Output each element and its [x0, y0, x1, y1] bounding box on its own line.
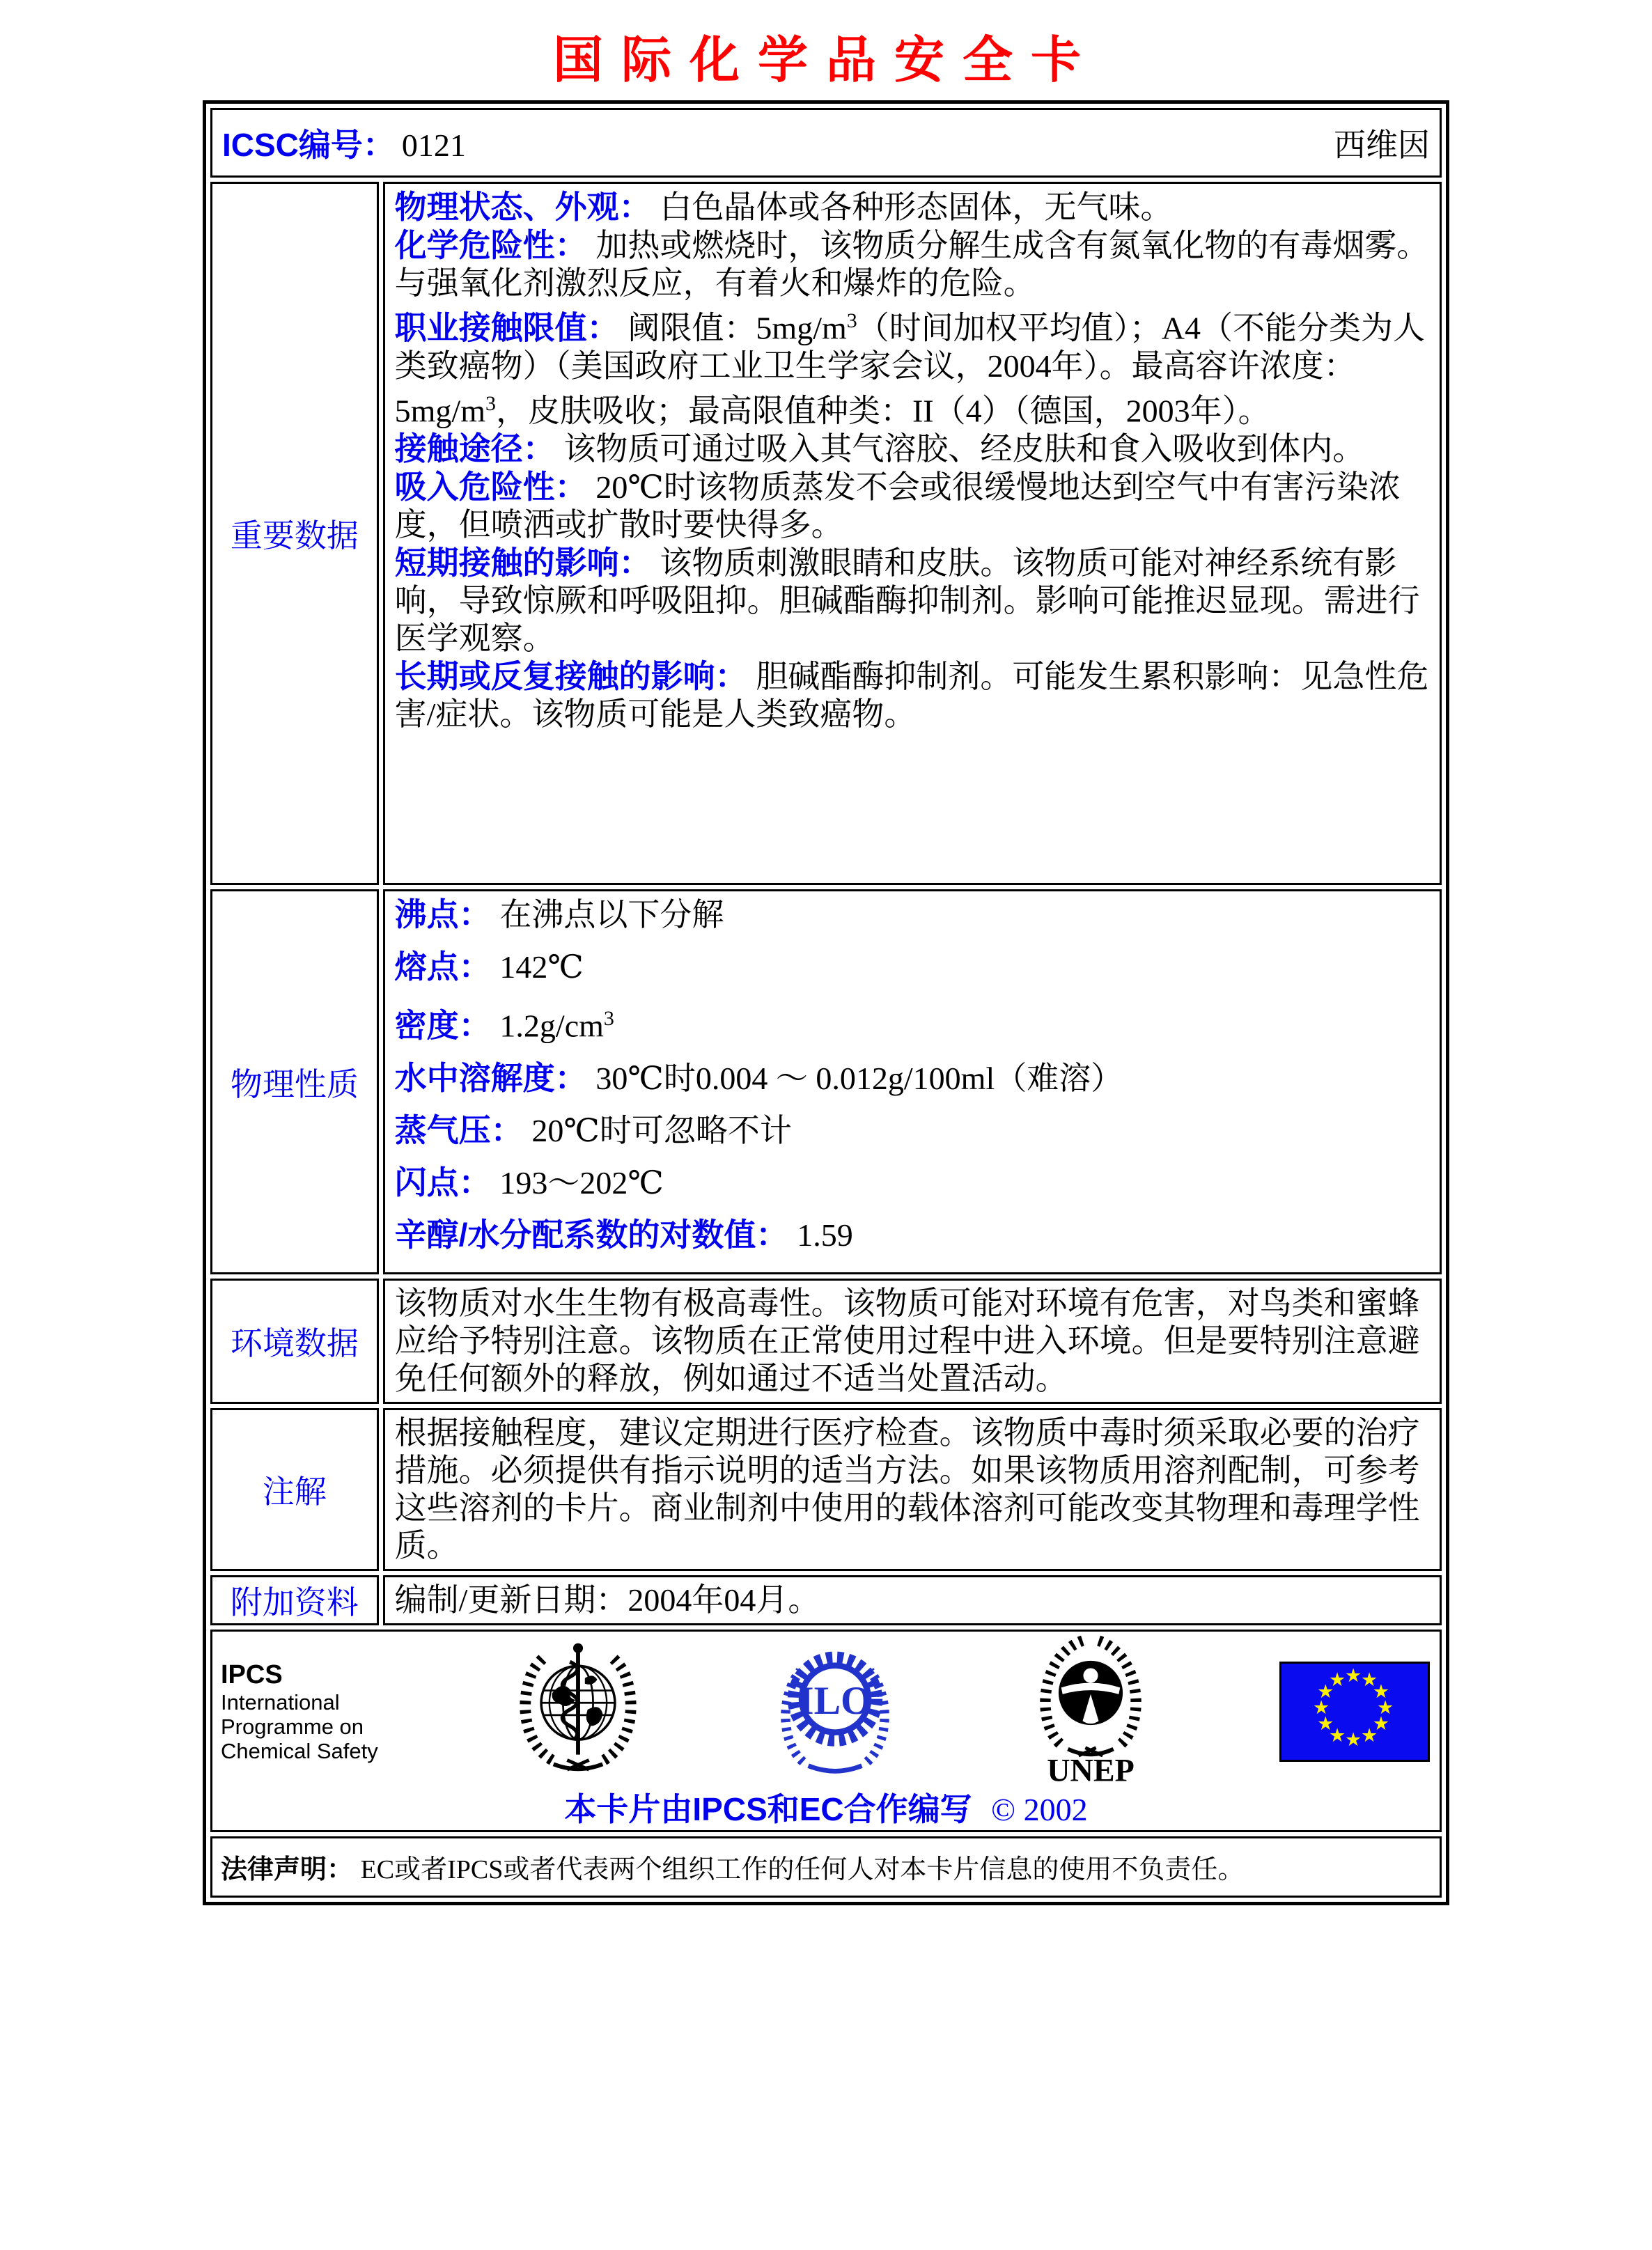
field-text: 在沸点以下分解	[499, 897, 724, 933]
field-label: 密度：	[394, 1007, 491, 1044]
section-row-environment	[210, 1279, 1442, 1404]
field-label: 接触途径：	[394, 430, 555, 467]
field-text: 20℃时可忽略不计	[531, 1112, 792, 1148]
chemical-name: 西维因	[1334, 127, 1430, 164]
paragraph	[395, 188, 1430, 226]
eu-star: ★	[1313, 1696, 1330, 1719]
field-text: 193～202℃	[499, 1164, 664, 1201]
section-content-environment	[383, 1279, 1442, 1404]
header-cell	[210, 108, 1442, 178]
paragraph	[395, 1111, 1430, 1150]
paragraph	[395, 302, 1430, 430]
section-row-physical	[210, 889, 1442, 1274]
eu-star: ★	[1377, 1696, 1394, 1719]
field-label: 沸点：	[394, 896, 491, 933]
who-logo-icon	[510, 1636, 646, 1787]
legal-cell	[210, 1836, 1442, 1898]
eu-star: ★	[1361, 1669, 1378, 1691]
field-label: 化学危险性：	[394, 227, 587, 264]
field-text: 根据接触程度，建议定期进行医疗检查。该物质中毒时须采取必要的治疗措施。必须提供有指示说明的适当方法。如果该物质用溶剂配制，可参考这些溶剂的卡片。商业制剂中使用的载体溶剂可能改变其物理和毒理学性质。	[394, 1414, 1420, 1563]
paragraph	[395, 226, 1430, 302]
field-text: 阈限值：5mg/m	[628, 310, 847, 346]
eu-star: ★	[1345, 1664, 1362, 1687]
paragraph	[395, 1285, 1430, 1398]
field-label: 蒸气压：	[394, 1111, 523, 1148]
paragraph	[395, 948, 1430, 986]
field-label: 长期或反复接触的影响：	[394, 658, 747, 695]
field-label: 水中溶解度：	[394, 1059, 587, 1096]
copyright-line	[219, 1792, 1433, 1827]
section-label-notes: 注解	[210, 1408, 379, 1571]
superscript: 3	[485, 391, 496, 415]
ipcs-line: International	[221, 1690, 340, 1715]
section-row-additional	[210, 1575, 1442, 1625]
field-text: 该物质可通过吸入其气溶胶、经皮肤和食入吸收到体内。	[563, 431, 1365, 467]
logo-row	[219, 1634, 1433, 1789]
section-label-physical: 物理性质	[210, 889, 379, 1274]
section-content-physical	[383, 889, 1442, 1274]
field-text: ，皮肤吸收；最高限值种类：II（4）（德国，2003年）。	[495, 393, 1270, 429]
icsc-number	[222, 120, 466, 166]
field-text: 白色晶体或各种形态固体，无气味。	[660, 189, 1173, 226]
ipcs-line: Programme on	[221, 1714, 364, 1740]
ilo-logo-text: ILO	[798, 1678, 872, 1723]
paragraph	[395, 1000, 1430, 1045]
eu-flag-icon	[1279, 1662, 1430, 1762]
eu-star: ★	[1372, 1712, 1390, 1735]
superscript: 3	[846, 309, 857, 333]
eu-star: ★	[1372, 1680, 1390, 1703]
section-label-important: 重要数据	[210, 182, 379, 885]
paragraph	[395, 1216, 1430, 1254]
eu-star: ★	[1329, 1724, 1346, 1747]
field-text: 30℃时0.004 ～ 0.012g/100ml（难溶）	[595, 1060, 1123, 1096]
field-label: 职业接触限值：	[394, 309, 619, 346]
paragraph	[395, 1164, 1430, 1202]
legal-label: 法律声明：	[221, 1855, 354, 1885]
unep-logo-icon	[1024, 1634, 1158, 1789]
field-text: 胆碱酯酶抑制剂。可能发生累积影响：见急性危害/症状。该物质可能是人类致癌物。	[394, 659, 1429, 733]
field-label: 辛醇/水分配系数的对数值：	[394, 1216, 788, 1253]
ilo-logo-icon	[768, 1637, 902, 1786]
superscript: 3	[603, 1007, 614, 1031]
section-content-notes	[383, 1408, 1442, 1571]
unep-logo-text: UNEP	[1047, 1752, 1135, 1786]
page-title: 国际化学品安全卡	[552, 33, 1099, 88]
field-text: 1.2g/cm	[499, 1008, 604, 1044]
ipcs-acronym: IPCS	[221, 1660, 283, 1690]
eu-star: ★	[1317, 1680, 1334, 1703]
header-row	[210, 108, 1442, 178]
paragraph	[395, 468, 1430, 544]
eu-star: ★	[1361, 1724, 1378, 1747]
field-label: 吸入危险性：	[394, 469, 587, 506]
field-label: 物理状态、外观：	[394, 189, 651, 226]
field-text: 该物质对水生生物有极高毒性。该物质可能对环境有危害，对鸟类和蜜蜂应给予特别注意。该物质在正常使用过程中进入环境。但是要特别注意避免任何额外的释放，例如通过不适当处置活动。	[394, 1285, 1420, 1396]
icsc-number-value: 0121	[401, 127, 466, 164]
section-row-notes	[210, 1408, 1442, 1571]
legal-row	[210, 1836, 1442, 1898]
section-label-additional: 附加资料	[210, 1575, 379, 1625]
field-text: 20℃时该物质蒸发不会或很缓慢地达到空气中有害污染浓度，但喷洒或扩散时要快得多。	[394, 469, 1401, 543]
section-row-important	[210, 182, 1442, 885]
field-text: 1.59	[797, 1217, 853, 1253]
copyright-text: 本卡片由IPCS和EC合作编写	[564, 1790, 972, 1827]
paragraph	[395, 1414, 1430, 1565]
eu-star: ★	[1329, 1669, 1346, 1691]
paragraph	[395, 430, 1430, 468]
field-text: 加热或燃烧时，该物质分解生成含有氮氧化物的有毒烟雾。与强氧化剂激烈反应，有着火和爆炸的危险。	[394, 228, 1429, 302]
footer-row	[210, 1630, 1442, 1832]
field-text: 该物质刺激眼睛和皮肤。该物质可能对神经系统有影响，导致惊厥和呼吸阻抑。胆碱酯酶抑制剂。影响可能推迟显现。需进行医学观察。	[394, 545, 1420, 657]
field-text: 142℃	[499, 949, 584, 985]
field-label: 熔点：	[394, 948, 491, 985]
footer-cell	[210, 1630, 1442, 1832]
legal-text: EC或者IPCS或者代表两个组织工作的任何人对本卡片信息的使用不负责任。	[360, 1855, 1245, 1885]
field-label: 闪点：	[394, 1164, 491, 1201]
field-text: （时间加权平均值）；A4（不能分类为人类致癌物）（美国政府工业卫生学家会议，2004年）。最高容许浓度：5mg/m	[394, 310, 1425, 429]
paragraph	[395, 657, 1430, 733]
section-label-environment: 环境数据	[210, 1279, 379, 1404]
copyright-year: © 2002	[991, 1791, 1088, 1827]
paragraph	[395, 1059, 1430, 1097]
eu-star: ★	[1317, 1712, 1334, 1735]
paragraph	[395, 896, 1430, 934]
icsc-card-table	[203, 100, 1449, 1905]
field-text: 编制/更新日期：2004年04月。	[394, 1581, 820, 1618]
section-content-additional	[383, 1575, 1442, 1625]
icsc-number-label: ICSC编号：	[222, 127, 395, 164]
paragraph	[395, 544, 1430, 657]
eu-star: ★	[1345, 1728, 1362, 1751]
ipcs-block	[221, 1659, 388, 1763]
field-label: 短期接触的影响：	[394, 545, 651, 581]
ipcs-line: Chemical Safety	[221, 1739, 378, 1764]
section-content-important	[383, 182, 1442, 885]
paragraph	[395, 1581, 1430, 1619]
